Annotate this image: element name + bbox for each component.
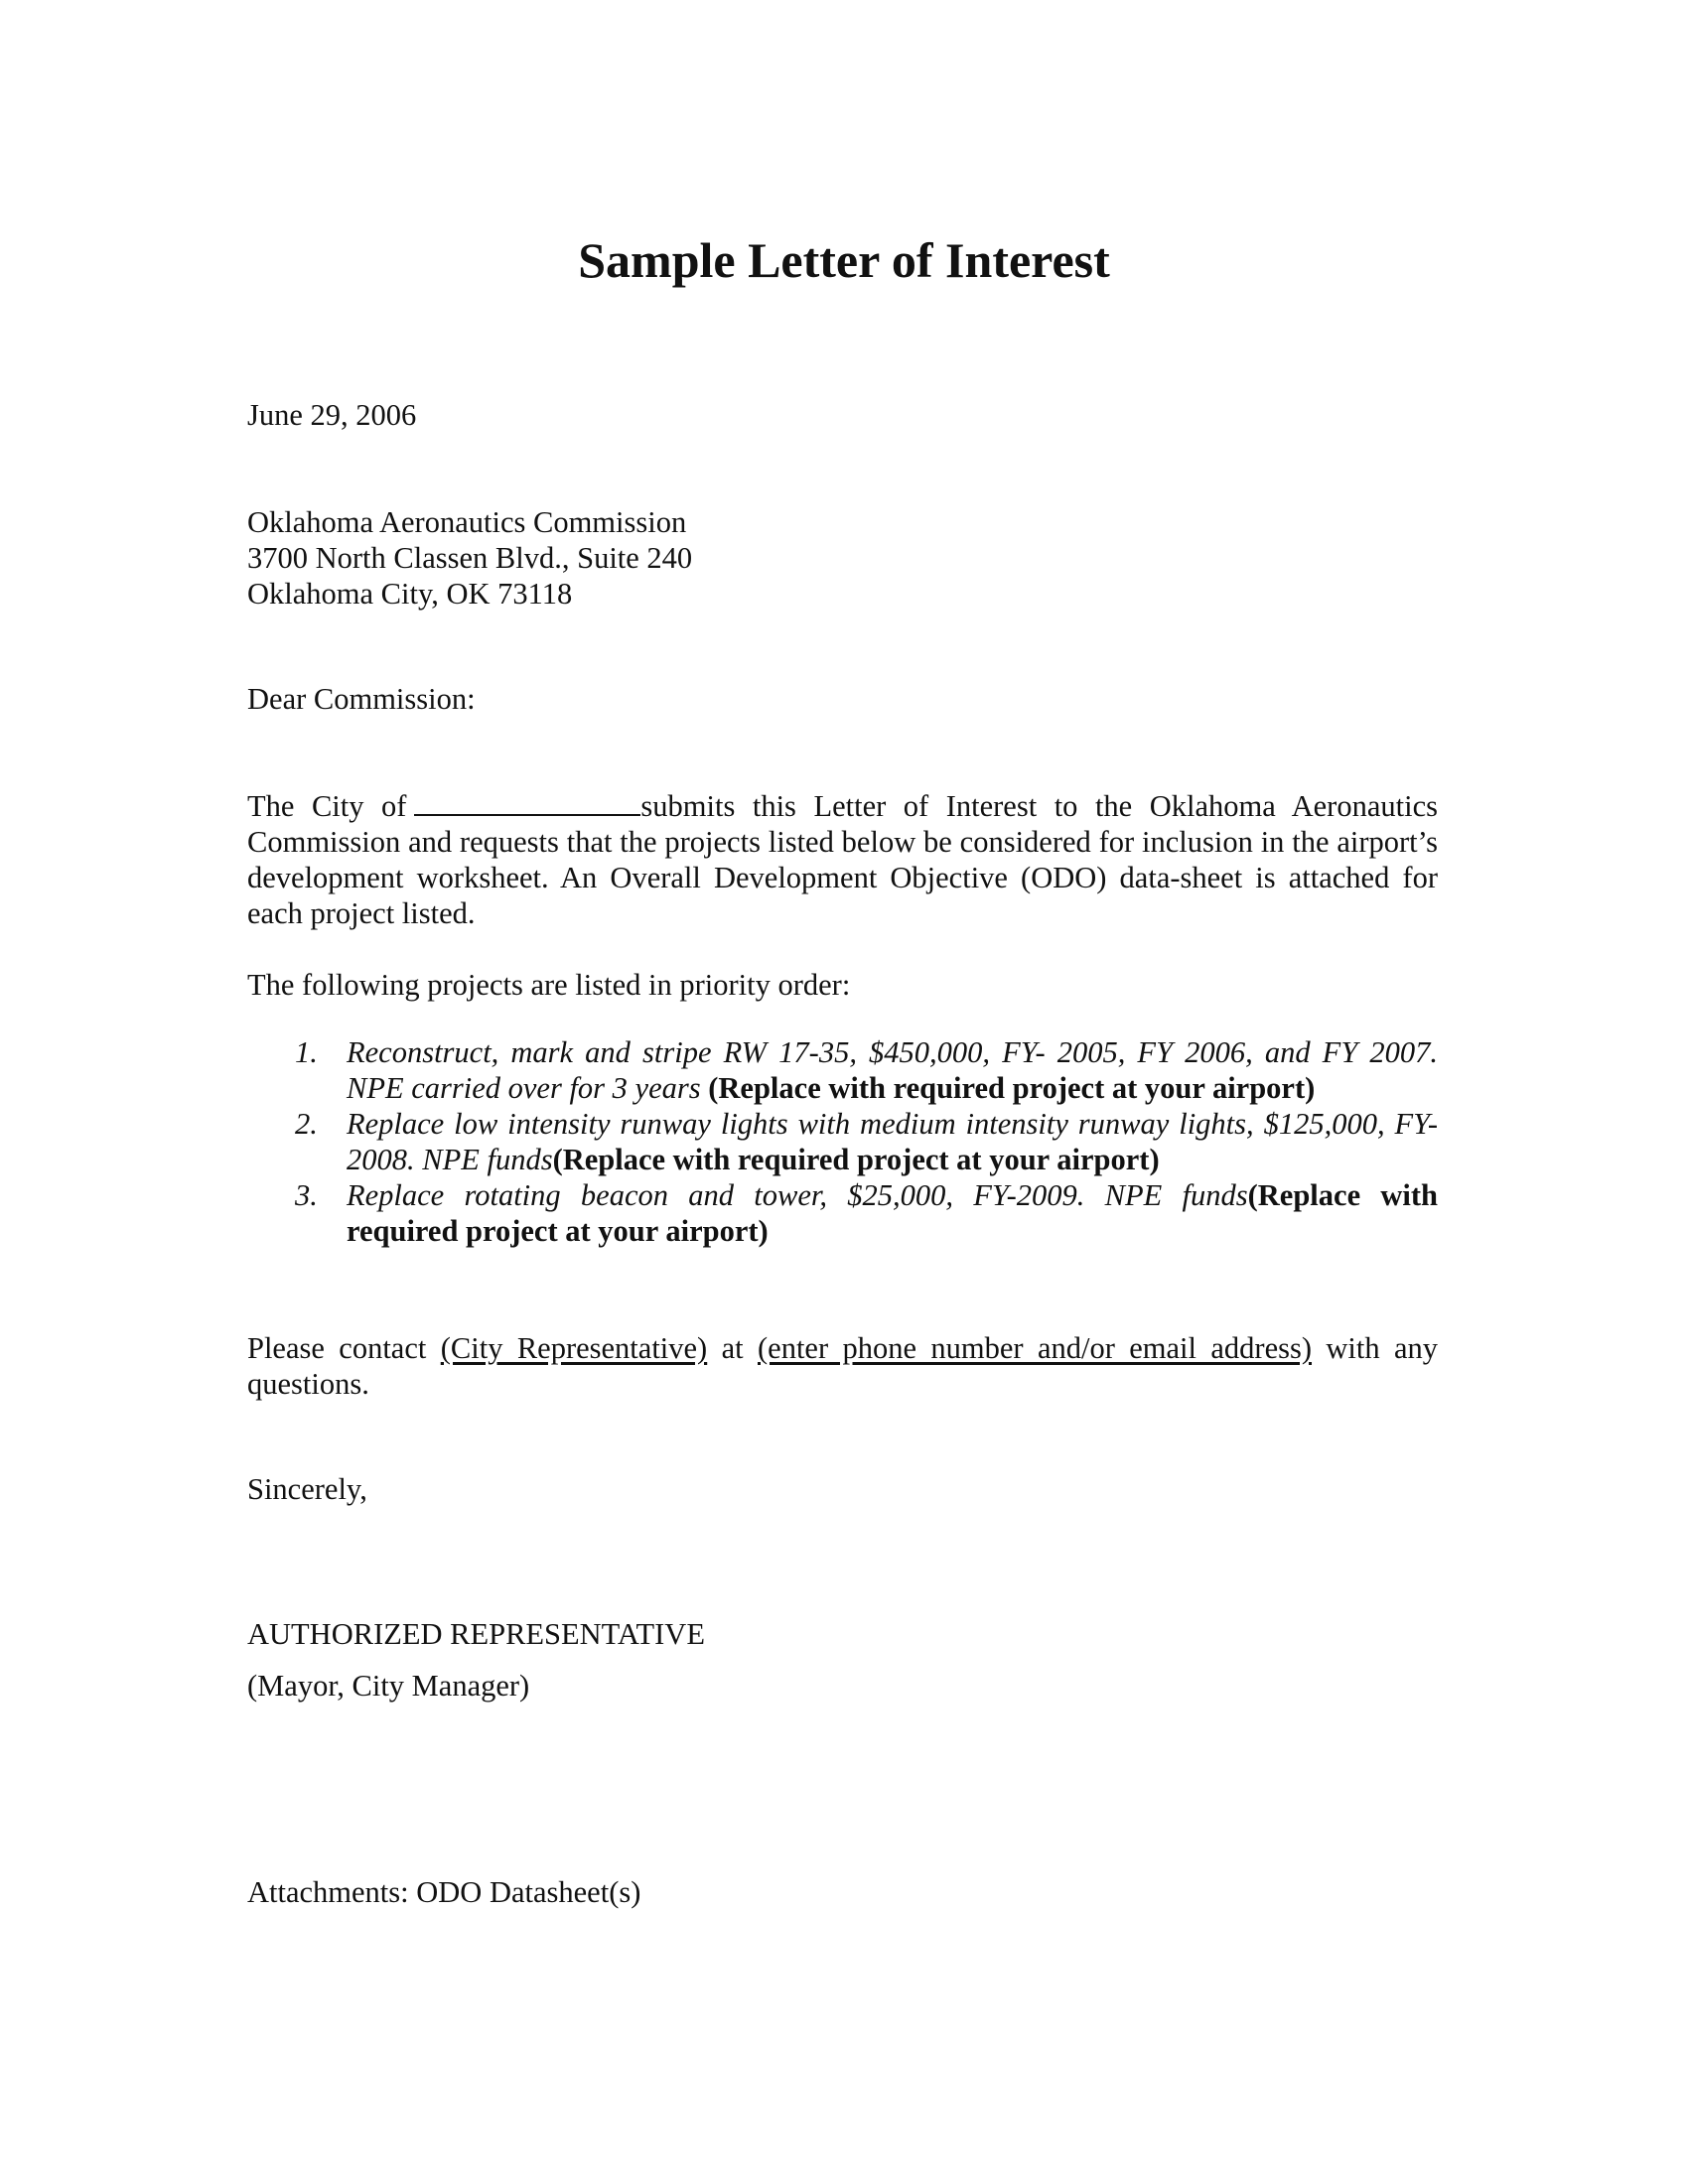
address-line-2: 3700 North Classen Blvd., Suite 240 [247,541,693,575]
project-replace-note: (Replace with required project at your airport) [552,1143,1160,1176]
list-item-number: 3. [295,1178,318,1212]
project-description: Replace low intensity runway lights with medium intensity runway lights, $125,000, FY-2008. NPE funds [347,1107,1438,1176]
contact-paragraph [247,1330,1438,1402]
project-list [247,1034,1438,1249]
letter-date: June 29, 2006 [247,398,417,432]
intro-paragraph [247,788,1438,931]
signature-role: (Mayor, City Manager) [247,1669,530,1703]
city-name-blank [414,788,640,816]
city-representative: (City Representative) [440,1331,708,1365]
address-line-3: Oklahoma City, OK 73118 [247,577,573,611]
contact-prefix: Please contact [247,1331,427,1365]
closing: Sincerely, [247,1472,367,1506]
contact-info: (enter phone number and/or email address) [758,1331,1313,1365]
project-replace-note: (Replace with required project at your airport) [708,1071,1316,1105]
project-description: Replace rotating beacon and tower, $25,000, FY-2009. NPE funds [347,1178,1248,1212]
project-description: Reconstruct, mark and stripe RW 17-35, $450,000, FY- 2005, FY 2006, and FY 2007. NPE carried over for 3 years [347,1035,1438,1105]
list-item-number: 1. [295,1035,318,1069]
priority-text: The following projects are listed in priority order: [247,968,851,1002]
salutation: Dear Commission: [247,682,476,716]
recipient-address [247,504,1438,612]
intro-prefix: The City of [247,789,407,823]
signature-name: AUTHORIZED REPRESENTATIVE [247,1617,705,1651]
list-item [247,1034,1438,1106]
list-item-number: 2. [295,1107,318,1141]
contact-suffix: with any questions. [247,1331,1439,1401]
project-replace-note: (Replace with required project at your airport) [347,1178,1438,1248]
contact-middle: at [721,1331,744,1365]
letter-title: Sample Letter of Interest [578,232,1110,288]
list-item [247,1177,1438,1249]
intro-suffix: submits this Letter of Interest to the Oklahoma Aeronautics Commission and requests that the projects listed below be considered for inclusion in the airport’s development worksheet. An Overall Development Objective (ODO) data-sheet is attached for each project listed. [247,789,1438,930]
address-line-1: Oklahoma Aeronautics Commission [247,505,687,539]
attachments-line: Attachments: ODO Datasheet(s) [247,1875,641,1909]
list-item [247,1106,1438,1177]
